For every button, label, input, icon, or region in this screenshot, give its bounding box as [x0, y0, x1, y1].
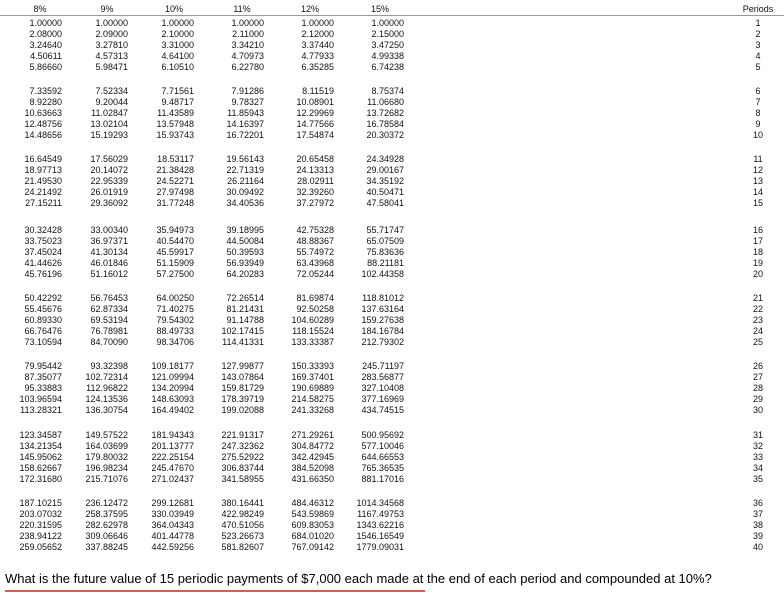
- factor-cell: 10.63663: [24, 108, 62, 118]
- factor-cell: 44.50084: [226, 236, 264, 246]
- factor-cell: 69.53194: [90, 315, 128, 325]
- factor-cell: 66.76476: [24, 326, 62, 336]
- factor-cell: 684.01020: [291, 531, 334, 541]
- period-cell: 22: [752, 304, 763, 314]
- factor-cell: 7.91286: [231, 86, 264, 96]
- factor-cell: 1343.62216: [356, 520, 404, 530]
- period-cell: 16: [752, 225, 763, 235]
- factor-cell: 16.64549: [24, 154, 62, 164]
- factor-cell: 238.94122: [19, 531, 62, 541]
- factor-cell: 3.37440: [301, 40, 334, 50]
- rate-header: 12%: [300, 4, 319, 14]
- factor-cell: 2.15000: [371, 29, 404, 39]
- factor-cell: 36.97371: [90, 236, 128, 246]
- period-cell: 27: [752, 372, 763, 382]
- factor-cell: 6.10510: [161, 62, 194, 72]
- factor-cell: 11.43589: [157, 108, 194, 118]
- factor-cell: 29.00167: [366, 165, 404, 175]
- period-cell: 23: [752, 315, 763, 325]
- factor-cell: 7.52334: [95, 86, 128, 96]
- factor-cell: 9.20044: [95, 97, 128, 107]
- period-cell: 8: [755, 108, 761, 118]
- factor-cell: 6.22780: [231, 62, 264, 72]
- factor-cell: 577.10046: [361, 441, 404, 451]
- factor-cell: 384.52098: [291, 463, 334, 473]
- factor-cell: 11.85943: [227, 108, 264, 118]
- factor-cell: 11.06680: [367, 97, 404, 107]
- factor-cell: 27.15211: [25, 198, 62, 208]
- factor-cell: 76.78981: [90, 326, 128, 336]
- factor-cell: 35.94973: [156, 225, 194, 235]
- factor-cell: 380.16441: [221, 498, 264, 508]
- factor-cell: 7.33592: [29, 86, 62, 96]
- factor-cell: 26.01919: [90, 187, 128, 197]
- factor-cell: 81.21431: [226, 304, 264, 314]
- factor-cell: 4.57313: [95, 51, 128, 61]
- factor-cell: 124.13536: [85, 394, 128, 404]
- factor-cell: 169.37401: [291, 372, 334, 382]
- factor-cell: 72.26514: [226, 293, 264, 303]
- factor-cell: 79.54302: [156, 315, 194, 325]
- period-cell: 18: [752, 247, 763, 257]
- factor-cell: 3.34210: [231, 40, 264, 50]
- factor-cell: 51.16012: [90, 269, 128, 279]
- factor-cell: 17.56029: [90, 154, 128, 164]
- factor-cell: 102.72314: [85, 372, 128, 382]
- rate-header: 15%: [370, 4, 389, 14]
- factor-cell: 179.80032: [85, 452, 128, 462]
- factor-cell: 21.49530: [24, 176, 62, 186]
- factor-cell: 50.42292: [24, 293, 62, 303]
- factor-cell: 40.50471: [366, 187, 404, 197]
- factor-cell: 4.70973: [231, 51, 264, 61]
- factor-cell: 184.16784: [361, 326, 404, 336]
- factor-cell: 221.91317: [221, 430, 264, 440]
- factor-cell: 2.08000: [29, 29, 62, 39]
- factor-cell: 187.10215: [19, 498, 62, 508]
- factor-cell: 145.95062: [19, 452, 62, 462]
- factor-cell: 245.71197: [362, 361, 404, 371]
- factor-cell: 159.81729: [221, 383, 264, 393]
- factor-cell: 364.04343: [151, 520, 194, 530]
- factor-cell: 31.77248: [156, 198, 194, 208]
- factor-cell: 27.97498: [156, 187, 194, 197]
- factor-cell: 6.35285: [301, 62, 334, 72]
- factor-cell: 484.46312: [291, 498, 334, 508]
- factor-cell: 422.98249: [221, 509, 264, 519]
- factor-cell: 56.76453: [90, 293, 128, 303]
- factor-cell: 19.56143: [226, 154, 264, 164]
- factor-cell: 34.35192: [366, 176, 404, 186]
- period-cell: 33: [752, 452, 763, 462]
- factor-cell: 87.35077: [24, 372, 62, 382]
- factor-cell: 1779.09031: [356, 542, 404, 552]
- factor-cell: 148.63093: [151, 394, 194, 404]
- period-cell: 5: [755, 62, 761, 72]
- factor-cell: 102.44358: [361, 269, 404, 279]
- period-cell: 26: [752, 361, 763, 371]
- factor-cell: 81.69874: [296, 293, 334, 303]
- factor-cell: 84.70090: [90, 337, 128, 347]
- factor-cell: 40.54470: [156, 236, 194, 246]
- factor-cell: 114.41331: [222, 337, 264, 347]
- period-cell: 17: [752, 236, 763, 246]
- factor-cell: 172.31680: [19, 474, 62, 484]
- factor-cell: 118.15524: [292, 326, 334, 336]
- factor-cell: 881.17016: [361, 474, 404, 484]
- factor-cell: 275.52922: [221, 452, 264, 462]
- factor-cell: 3.27810: [95, 40, 128, 50]
- factor-cell: 134.20994: [151, 383, 194, 393]
- rate-header: 11%: [233, 4, 251, 14]
- factor-cell: 102.17415: [221, 326, 264, 336]
- period-cell: 30: [752, 405, 763, 415]
- factor-cell: 8.75374: [371, 86, 404, 96]
- period-cell: 6: [755, 86, 761, 96]
- factor-cell: 4.64100: [161, 51, 194, 61]
- period-cell: 3: [755, 40, 761, 50]
- factor-cell: 137.63164: [361, 304, 404, 314]
- period-cell: 35: [752, 474, 763, 484]
- period-cell: 24: [752, 326, 763, 336]
- factor-cell: 304.84772: [291, 441, 334, 451]
- period-cell: 39: [752, 531, 763, 541]
- factor-cell: 581.82607: [221, 542, 264, 552]
- factor-cell: 330.03949: [151, 509, 194, 519]
- factor-cell: 245.47670: [151, 463, 194, 473]
- factor-cell: 55.74972: [296, 247, 334, 257]
- factor-cell: 283.56877: [361, 372, 404, 382]
- rate-header: 9%: [100, 4, 114, 14]
- factor-cell: 136.30754: [85, 405, 128, 415]
- factor-cell: 29.36092: [90, 198, 128, 208]
- factor-cell: 64.20283: [226, 269, 264, 279]
- factor-cell: 104.60289: [291, 315, 334, 325]
- factor-cell: 203.07032: [19, 509, 62, 519]
- factor-cell: 13.57948: [156, 119, 194, 129]
- factor-cell: 4.77933: [301, 51, 334, 61]
- rate-header: 10%: [164, 4, 183, 14]
- factor-cell: 159.27638: [361, 315, 404, 325]
- factor-cell: 55.71747: [366, 225, 404, 235]
- factor-cell: 3.24640: [29, 40, 62, 50]
- factor-cell: 92.50258: [296, 304, 334, 314]
- factor-cell: 1.00000: [95, 18, 128, 28]
- factor-cell: 4.99338: [371, 51, 404, 61]
- factor-cell: 401.44778: [151, 531, 194, 541]
- factor-cell: 63.43968: [296, 258, 334, 268]
- factor-cell: 88.21181: [367, 258, 404, 268]
- factor-cell: 4.50611: [30, 51, 62, 61]
- period-cell: 21: [752, 293, 763, 303]
- factor-cell: 442.59256: [151, 542, 194, 552]
- factor-cell: 17.54874: [296, 130, 334, 140]
- period-cell: 28: [752, 383, 763, 393]
- factor-cell: 12.48756: [24, 119, 62, 129]
- factor-cell: 113.28321: [20, 405, 62, 415]
- factor-cell: 241.33268: [291, 405, 334, 415]
- factor-cell: 2.11000: [232, 29, 264, 39]
- factor-cell: 10.08901: [296, 97, 334, 107]
- factor-cell: 222.25154: [151, 452, 194, 462]
- factor-cell: 178.39719: [221, 394, 264, 404]
- factor-cell: 13.72682: [366, 108, 404, 118]
- factor-cell: 16.78584: [366, 119, 404, 129]
- period-cell: 36: [752, 498, 763, 508]
- factor-cell: 103.96594: [19, 394, 62, 404]
- factor-cell: 765.36535: [361, 463, 404, 473]
- factor-cell: 2.09000: [95, 29, 128, 39]
- factor-cell: 46.01846: [90, 258, 128, 268]
- factor-cell: 212.79302: [361, 337, 404, 347]
- factor-cell: 24.21492: [24, 187, 62, 197]
- factor-cell: 41.44626: [24, 258, 62, 268]
- factor-cell: 309.06646: [85, 531, 128, 541]
- factor-cell: 45.59917: [156, 247, 194, 257]
- factor-cell: 1.00000: [301, 18, 334, 28]
- factor-cell: 48.88367: [296, 236, 334, 246]
- question-text: What is the future value of 15 periodic payments of $7,000 each made at the end of each period and compounded at 10%?: [5, 571, 712, 586]
- factor-cell: 18.53117: [157, 154, 194, 164]
- factor-cell: 214.58275: [291, 394, 334, 404]
- factor-cell: 118.81012: [362, 293, 404, 303]
- factor-cell: 30.09492: [226, 187, 264, 197]
- factor-cell: 62.87334: [90, 304, 128, 314]
- factor-cell: 7.71561: [161, 86, 194, 96]
- factor-cell: 377.16969: [361, 394, 404, 404]
- period-cell: 37: [752, 509, 763, 519]
- period-cell: 10: [752, 130, 763, 140]
- factor-cell: 39.18995: [226, 225, 264, 235]
- factor-cell: 65.07509: [366, 236, 404, 246]
- factor-cell: 523.26673: [221, 531, 264, 541]
- factor-cell: 33.75023: [24, 236, 62, 246]
- factor-cell: 158.62667: [19, 463, 62, 473]
- factor-cell: 220.31595: [19, 520, 62, 530]
- factor-cell: 91.14788: [226, 315, 264, 325]
- period-cell: 31: [752, 430, 763, 440]
- factor-cell: 247.32362: [221, 441, 264, 451]
- factor-cell: 71.40275: [156, 304, 194, 314]
- period-cell: 38: [752, 520, 763, 530]
- factor-cell: 127.99877: [221, 361, 264, 371]
- period-cell: 14: [752, 187, 763, 197]
- factor-cell: 271.29261: [291, 430, 334, 440]
- factor-cell: 18.97713: [24, 165, 62, 175]
- factor-cell: 133.33387: [291, 337, 334, 347]
- factor-cell: 259.05652: [19, 542, 62, 552]
- factor-cell: 14.48656: [24, 130, 62, 140]
- period-cell: 32: [752, 441, 763, 451]
- factor-cell: 149.57522: [85, 430, 128, 440]
- factor-cell: 327.10408: [361, 383, 404, 393]
- factor-cell: 95.33883: [24, 383, 62, 393]
- factor-cell: 5.98471: [95, 62, 128, 72]
- factor-cell: 73.10594: [24, 337, 62, 347]
- factor-cell: 75.83636: [366, 247, 404, 257]
- factor-cell: 236.12472: [85, 498, 128, 508]
- period-cell: 34: [752, 463, 763, 473]
- factor-cell: 190.69889: [291, 383, 334, 393]
- factor-cell: 26.21164: [227, 176, 264, 186]
- factor-cell: 271.02437: [151, 474, 194, 484]
- factor-cell: 8.92280: [29, 97, 62, 107]
- factor-cell: 196.98234: [85, 463, 128, 473]
- factor-cell: 143.07864: [221, 372, 264, 382]
- factor-cell: 93.32398: [90, 361, 128, 371]
- factor-cell: 50.39593: [226, 247, 264, 257]
- factor-cell: 201.13777: [151, 441, 194, 451]
- factor-cell: 306.83744: [221, 463, 264, 473]
- factor-cell: 15.19293: [90, 130, 128, 140]
- factor-cell: 3.31000: [161, 40, 194, 50]
- factor-cell: 164.03699: [85, 441, 128, 451]
- factor-cell: 609.83053: [291, 520, 334, 530]
- factor-cell: 56.93949: [226, 258, 264, 268]
- rate-header: 8%: [33, 4, 47, 14]
- factor-cell: 3.47250: [371, 40, 404, 50]
- factor-cell: 1.00000: [231, 18, 264, 28]
- factor-cell: 15.93743: [156, 130, 194, 140]
- factor-cell: 79.95442: [24, 361, 62, 371]
- factor-cell: 45.76196: [24, 269, 62, 279]
- factor-cell: 9.48717: [161, 97, 194, 107]
- factor-cell: 72.05244: [296, 269, 334, 279]
- factor-cell: 98.34706: [156, 337, 194, 347]
- factor-cell: 5.86660: [29, 62, 62, 72]
- factor-cell: 470.51056: [221, 520, 264, 530]
- factor-cell: 341.58955: [221, 474, 264, 484]
- factor-cell: 21.38428: [156, 165, 194, 175]
- factor-cell: 9.78327: [231, 97, 264, 107]
- factor-cell: 11.02847: [91, 108, 128, 118]
- factor-cell: 342.42945: [291, 452, 334, 462]
- factor-cell: 37.45024: [24, 247, 62, 257]
- period-cell: 1: [755, 18, 761, 28]
- factor-cell: 134.21354: [19, 441, 62, 451]
- factor-cell: 767.09142: [291, 542, 334, 552]
- factor-cell: 22.71319: [226, 165, 264, 175]
- period-cell: 4: [755, 51, 761, 61]
- factor-cell: 47.58041: [366, 198, 404, 208]
- period-cell: 19: [752, 258, 763, 268]
- factor-cell: 112.96822: [86, 383, 128, 393]
- factor-cell: 60.89330: [24, 315, 62, 325]
- period-cell: 2: [755, 29, 761, 39]
- factor-cell: 181.94343: [151, 430, 194, 440]
- factor-cell: 1014.34568: [356, 498, 404, 508]
- factor-cell: 150.33393: [291, 361, 334, 371]
- period-cell: 29: [752, 394, 763, 404]
- factor-cell: 51.15909: [156, 258, 194, 268]
- factor-cell: 500.95692: [361, 430, 404, 440]
- factor-cell: 57.27500: [156, 269, 194, 279]
- factor-cell: 2.12000: [301, 29, 334, 39]
- factor-cell: 123.34587: [19, 430, 62, 440]
- factor-cell: 12.29969: [296, 108, 334, 118]
- factor-cell: 2.10000: [161, 29, 194, 39]
- cropped-answer-line: [5, 589, 425, 594]
- factor-cell: 8.11519: [302, 86, 334, 96]
- period-cell: 20: [752, 269, 763, 279]
- factor-cell: 24.52271: [156, 176, 194, 186]
- factor-cell: 434.74515: [361, 405, 404, 415]
- factor-cell: 644.66553: [361, 452, 404, 462]
- period-cell: 7: [755, 97, 761, 107]
- factor-cell: 431.66350: [291, 474, 334, 484]
- factor-cell: 24.34928: [366, 154, 404, 164]
- period-cell: 13: [752, 176, 763, 186]
- factor-cell: 55.45676: [24, 304, 62, 314]
- factor-cell: 28.02911: [297, 176, 334, 186]
- factor-cell: 30.32428: [24, 225, 62, 235]
- factor-cell: 14.77566: [296, 119, 334, 129]
- factor-cell: 1.00000: [161, 18, 194, 28]
- period-cell: 12: [752, 165, 763, 175]
- period-cell: 9: [755, 119, 761, 129]
- period-cell: 11: [753, 154, 763, 164]
- factor-cell: 33.00340: [90, 225, 128, 235]
- factor-cell: 164.49402: [151, 405, 194, 415]
- factor-cell: 543.59869: [291, 509, 334, 519]
- periods-header: Periods: [742, 4, 774, 14]
- factor-cell: 14.16397: [226, 119, 264, 129]
- factor-cell: 109.18177: [151, 361, 194, 371]
- factor-cell: 121.09994: [151, 372, 194, 382]
- factor-cell: 199.02088: [221, 405, 264, 415]
- factor-cell: 20.65458: [296, 154, 334, 164]
- factor-cell: 32.39260: [296, 187, 334, 197]
- factor-cell: 1.00000: [29, 18, 62, 28]
- factor-cell: 258.37595: [85, 509, 128, 519]
- factor-cell: 24.13313: [296, 165, 334, 175]
- factor-cell: 1.00000: [371, 18, 404, 28]
- factor-cell: 20.30372: [366, 130, 404, 140]
- factor-cell: 64.00250: [156, 293, 194, 303]
- period-cell: 40: [752, 542, 763, 552]
- factor-cell: 299.12681: [151, 498, 194, 508]
- factor-cell: 16.72201: [226, 130, 264, 140]
- factor-cell: 22.95339: [90, 176, 128, 186]
- period-cell: 25: [752, 337, 763, 347]
- factor-cell: 34.40536: [226, 198, 264, 208]
- factor-cell: 6.74238: [371, 62, 404, 72]
- factor-cell: 13.02104: [90, 119, 128, 129]
- factor-cell: 37.27972: [296, 198, 334, 208]
- factor-cell: 1167.49753: [357, 509, 404, 519]
- period-cell: 15: [752, 198, 763, 208]
- factor-cell: 1546.16549: [356, 531, 404, 541]
- factor-cell: 337.88245: [85, 542, 128, 552]
- factor-cell: 282.62978: [85, 520, 128, 530]
- factor-cell: 88.49733: [156, 326, 194, 336]
- factor-cell: 41.30134: [90, 247, 128, 257]
- factor-cell: 42.75328: [296, 225, 334, 235]
- factor-cell: 20.14072: [90, 165, 128, 175]
- factor-cell: 215.71076: [85, 474, 128, 484]
